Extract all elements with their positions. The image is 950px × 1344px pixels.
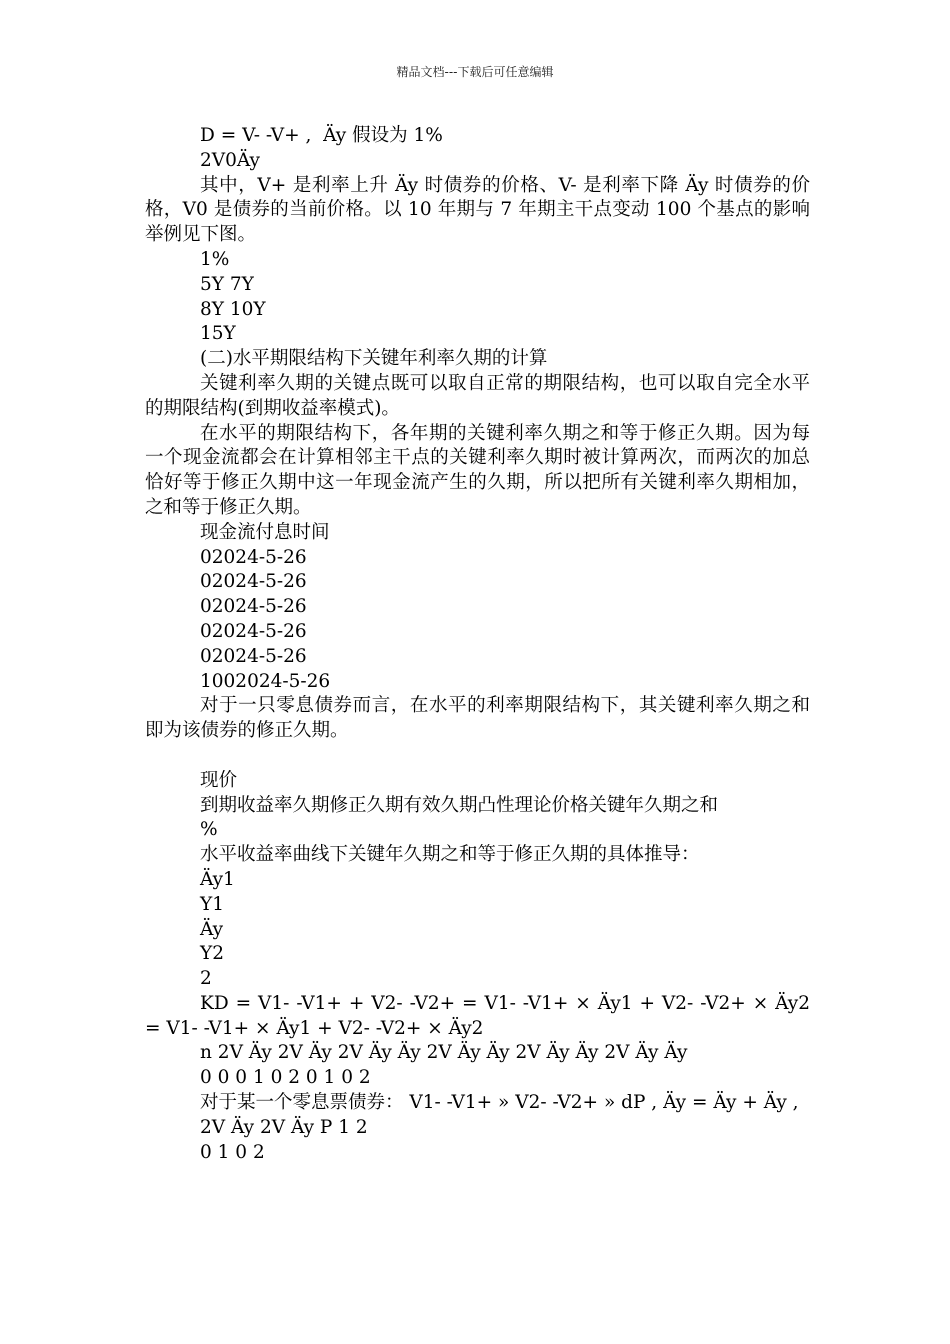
- cashflow-row: 1002024-5-26: [200, 670, 331, 692]
- section-heading: (二)水平期限结构下关键年利率久期的计算: [200, 348, 548, 370]
- figure-label: 15Y: [200, 323, 236, 345]
- formula-fragment: 2V Äy 2V Äy P 1 2: [200, 1116, 368, 1138]
- formula-paragraph: KD = V1- -V1+ + V2- -V2+ = V1- -V1+ × Äy1 + V2- -V2+ × Äy2 = V1- -V1+ × Äy1 + V2- -V2+ × Äy2: [145, 992, 810, 1039]
- formula-fragment: Äy: [200, 918, 224, 940]
- paragraph: 关键利率久期的关键点既可以取自正常的期限结构，也可以取自完全水平的期限结构(到期收益率模式)。: [145, 372, 810, 419]
- formula-fragment: Y1: [200, 893, 224, 915]
- paragraph: 对于一只零息债券而言，在水平的利率期限结构下，其关键利率久期之和即为该债券的修正久期。: [145, 695, 810, 742]
- figure-label: 5Y 7Y: [200, 273, 254, 295]
- paragraph: 其中，V+ 是利率上升 Äy 时债券的价格、V- 是利率下降 Äy 时债券的价格，V0 是债券的当前价格。以 10 年期与 7 年期主干点变动 100 个基点的影响举例见下图。: [145, 174, 810, 246]
- table-columns: 到期收益率久期修正久期有效久期凸性理论价格关键年久期之和: [200, 794, 719, 816]
- table-header: 现金流付息时间: [200, 521, 330, 543]
- formula-fragment: Äy1: [200, 868, 235, 890]
- table-label: %: [200, 819, 218, 841]
- formula-fragment: n 2V Äy 2V Äy 2V Äy Äy 2V Äy Äy 2V Äy Äy 2V Äy Äy: [200, 1042, 688, 1064]
- formula-fragment: 2: [200, 968, 212, 990]
- formula-paragraph: 对于某一个零息票债券： V1- -V1+ » V2- -V2+ » dP , Äy = Äy + Äy ,: [200, 1092, 799, 1114]
- table-label: 现价: [200, 769, 238, 791]
- cashflow-row: 02024-5-26: [200, 596, 307, 618]
- cashflow-row: 02024-5-26: [200, 645, 307, 667]
- formula-fragment: Y2: [200, 943, 224, 965]
- formula-denominator: 2V0Äy: [200, 149, 260, 171]
- page-header-watermark: 精品文档---下载后可任意编辑: [396, 65, 554, 79]
- figure-label: 1%: [200, 248, 230, 270]
- formula-fragment: 0 0 0 1 0 2 0 1 0 2: [200, 1067, 371, 1089]
- cashflow-row: 02024-5-26: [200, 546, 307, 568]
- formula-line: D = V- -V+ , Äy 假设为 1%: [200, 125, 443, 146]
- formula-fragment: 0 1 0 2: [200, 1141, 265, 1163]
- blank-line: [145, 744, 810, 769]
- document-body: [145, 124, 810, 1165]
- figure-label: 8Y 10Y: [200, 298, 266, 320]
- derivation-heading: 水平收益率曲线下关键年久期之和等于修正久期的具体推导：: [200, 844, 700, 866]
- cashflow-row: 02024-5-26: [200, 620, 307, 642]
- cashflow-row: 02024-5-26: [200, 571, 307, 593]
- paragraph: 在水平的期限结构下，各年期的关键利率久期之和等于修正久期。因为每一个现金流都会在计算相邻主干点的关键利率久期时被计算两次，而两次的加总恰好等于修正久期中这一年现金流产生的久期，所以把所有关键利率久期相加，之和等于修正久期。: [145, 422, 810, 518]
